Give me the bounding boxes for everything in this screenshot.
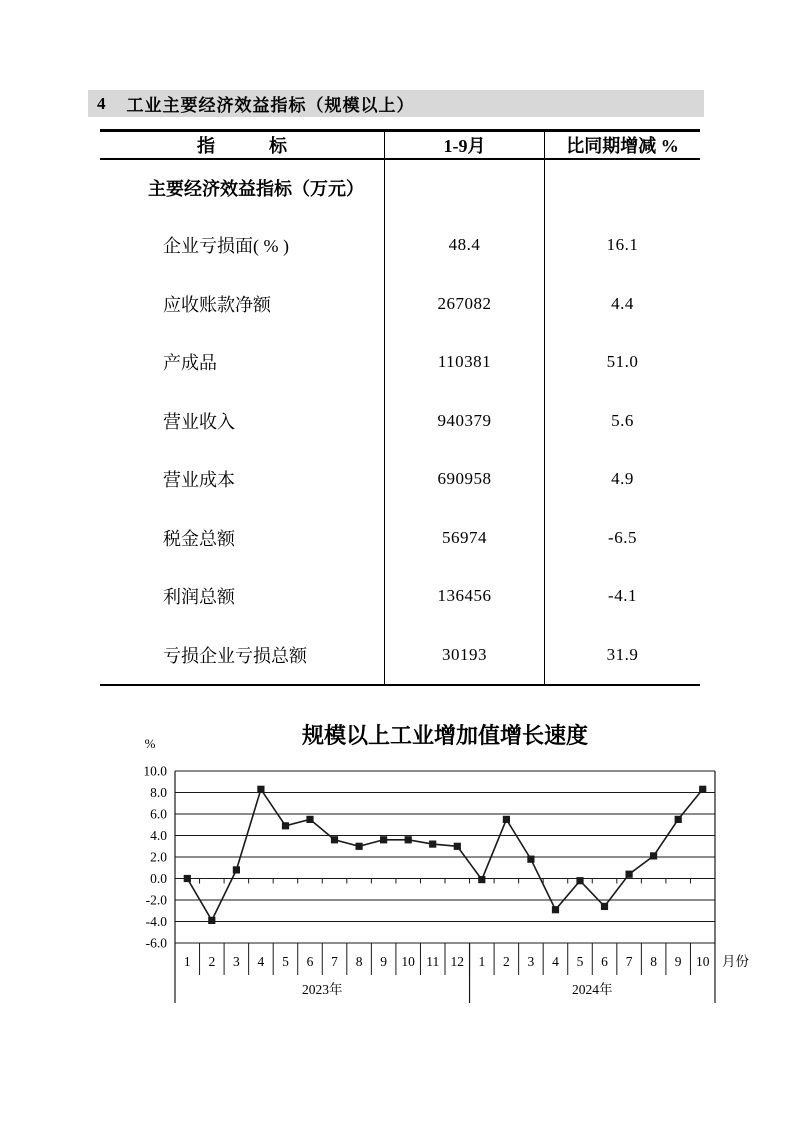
period-value: 267082 bbox=[385, 275, 545, 334]
data-point-marker bbox=[478, 876, 485, 883]
y-tick-label: -4.0 bbox=[145, 914, 167, 929]
month-tick-label: 11 bbox=[426, 954, 440, 969]
data-point-marker bbox=[356, 843, 363, 850]
table-row bbox=[100, 509, 700, 568]
yoy-change-value: -4.1 bbox=[608, 586, 637, 606]
period-value: 30193 bbox=[385, 626, 545, 685]
table-header-row bbox=[100, 132, 700, 160]
month-tick-label: 2 bbox=[502, 954, 510, 969]
section-header bbox=[88, 90, 704, 117]
table-group-row bbox=[100, 160, 700, 216]
period-value: 110381 bbox=[385, 333, 545, 392]
data-point-marker bbox=[233, 866, 240, 873]
data-point-marker bbox=[184, 875, 191, 882]
month-tick-label: 5 bbox=[576, 954, 584, 969]
indicator-label: 产成品 bbox=[100, 333, 385, 392]
yoy-change-value: 51.0 bbox=[606, 352, 639, 372]
data-point-marker bbox=[650, 852, 657, 859]
month-tick-label: 8 bbox=[355, 954, 363, 969]
month-tick-label: 10 bbox=[695, 954, 710, 969]
month-tick-label: 4 bbox=[552, 954, 559, 969]
y-tick-label: 2.0 bbox=[150, 849, 167, 865]
month-tick-label: 5 bbox=[282, 954, 289, 969]
yoy-change-value: 4.9 bbox=[611, 469, 634, 489]
data-point-marker bbox=[208, 917, 215, 924]
section-title: 工业主要经济效益指标（规模以上） bbox=[126, 96, 415, 115]
period-value: 940379 bbox=[385, 392, 545, 451]
table-row bbox=[100, 392, 700, 451]
data-point-marker bbox=[601, 903, 608, 910]
month-tick-label: 9 bbox=[674, 954, 682, 969]
yoy-change-value: 5.6 bbox=[611, 410, 634, 430]
table-row bbox=[100, 626, 700, 685]
indicator-label: 营业成本 bbox=[100, 450, 385, 509]
table-row bbox=[100, 216, 700, 275]
year-label: 2023年 bbox=[302, 982, 343, 997]
yoy-change-value: 31.9 bbox=[606, 644, 639, 664]
data-point-marker bbox=[380, 836, 387, 843]
indicator-label: 税金总额 bbox=[100, 509, 385, 568]
table-row bbox=[100, 567, 700, 626]
y-tick-label: 10.0 bbox=[143, 763, 167, 779]
table-row bbox=[100, 450, 700, 509]
month-tick-label: 4 bbox=[257, 954, 265, 969]
header-period: 1-9月 bbox=[385, 132, 545, 158]
period-value: 690958 bbox=[385, 450, 545, 509]
data-point-marker bbox=[429, 841, 436, 848]
y-tick-label: -6.0 bbox=[145, 935, 167, 951]
table-row bbox=[100, 275, 700, 334]
y-tick-label: 0.0 bbox=[150, 871, 167, 886]
y-tick-label: -2.0 bbox=[145, 892, 167, 908]
month-tick-label: 3 bbox=[527, 954, 535, 969]
indicator-label: 亏损企业亏损总额 bbox=[100, 626, 385, 685]
yoy-change-value: 4.4 bbox=[611, 293, 634, 313]
y-tick-label: 6.0 bbox=[150, 806, 167, 822]
section-number: 4 bbox=[97, 93, 106, 113]
yoy-change-value: 16.1 bbox=[606, 235, 639, 255]
table-row bbox=[100, 333, 700, 392]
chart-title: 规模以上工业增加值增长速度 bbox=[301, 723, 589, 748]
month-tick-label: 1 bbox=[478, 954, 486, 969]
indicator-label: 利润总额 bbox=[100, 567, 385, 626]
month-tick-label: 10 bbox=[401, 954, 415, 969]
growth-rate-series-line bbox=[187, 789, 702, 920]
yoy-change-value: -6.5 bbox=[608, 527, 637, 547]
header-indicator: 指 标 bbox=[100, 132, 385, 158]
growth-rate-line-chart bbox=[0, 700, 793, 1022]
indicator-label: 营业收入 bbox=[100, 392, 385, 451]
indicator-label: 企业亏损面( % ) bbox=[100, 216, 385, 275]
year-label: 2024年 bbox=[572, 982, 613, 997]
indicator-label: 应收账款净额 bbox=[100, 275, 385, 334]
y-tick-label: 4.0 bbox=[150, 828, 167, 843]
data-point-marker bbox=[454, 843, 461, 850]
month-tick-label: 6 bbox=[306, 954, 314, 969]
y-tick-label: 8.0 bbox=[150, 785, 167, 800]
month-tick-label: 7 bbox=[331, 954, 338, 969]
month-tick-label: 9 bbox=[380, 954, 388, 969]
data-point-marker bbox=[699, 786, 706, 793]
data-point-marker bbox=[405, 836, 412, 843]
period-value: 48.4 bbox=[385, 216, 545, 275]
y-axis-unit-label: % bbox=[144, 736, 156, 751]
data-point-marker bbox=[331, 836, 338, 843]
month-tick-label: 8 bbox=[650, 954, 658, 969]
period-value: 136456 bbox=[385, 567, 545, 626]
month-tick-label: 3 bbox=[232, 954, 240, 969]
data-point-marker bbox=[576, 877, 583, 884]
data-point-marker bbox=[527, 856, 534, 863]
data-point-marker bbox=[503, 816, 510, 823]
month-tick-label: 12 bbox=[450, 954, 465, 969]
data-point-marker bbox=[675, 816, 682, 823]
period-value: 56974 bbox=[385, 509, 545, 568]
indicators-table bbox=[100, 129, 700, 686]
header-yoy-change: 比同期增减 % bbox=[566, 136, 679, 156]
month-tick-label: 1 bbox=[183, 954, 191, 969]
x-axis-caption: 月份 bbox=[722, 954, 749, 969]
data-point-marker bbox=[306, 816, 313, 823]
month-tick-label: 6 bbox=[601, 954, 608, 969]
data-point-marker bbox=[257, 786, 264, 793]
month-tick-label: 7 bbox=[625, 954, 633, 969]
month-tick-label: 2 bbox=[208, 954, 216, 969]
group-header-label: 主要经济效益指标（万元） bbox=[100, 160, 385, 216]
data-point-marker bbox=[552, 906, 559, 913]
data-point-marker bbox=[282, 822, 289, 829]
data-point-marker bbox=[626, 871, 633, 878]
